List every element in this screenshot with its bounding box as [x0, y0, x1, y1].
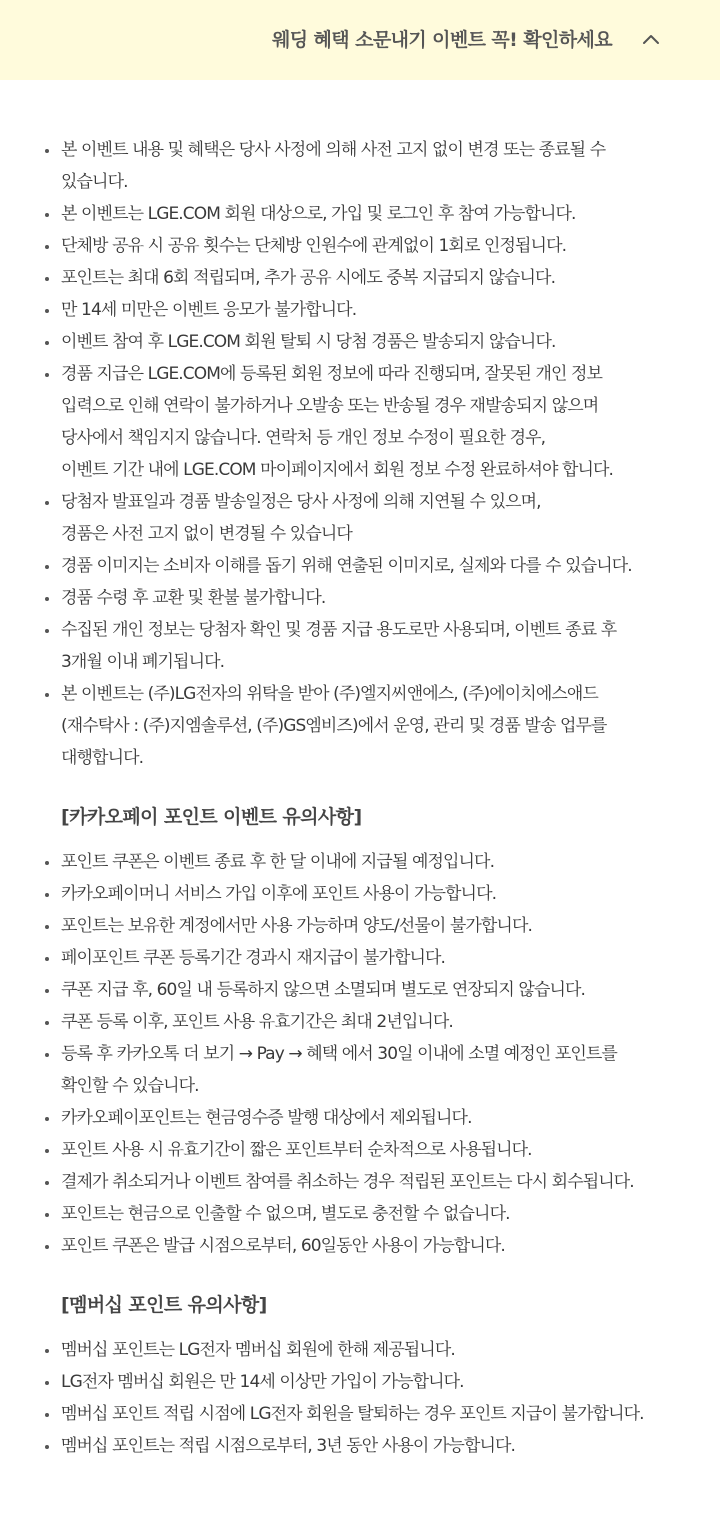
- list-item: 본 이벤트는 LGE.COM 회원 대상으로, 가입 및 로그인 후 참여 가능합니다.: [0, 198, 720, 230]
- list-item: 본 이벤트는 (주)LG전자의 위탁을 받아 (주)엘지씨앤에스, (주)에이치에스애드 (재수탁사 : (주)지엠솔루션, (주)GS엠비즈)에서 운영, 관리 및 경품 발송 업무를 대행합니다.: [0, 678, 720, 774]
- list-item: 포인트 사용 시 유효기간이 짧은 포인트부터 순차적으로 사용됩니다.: [0, 1134, 720, 1166]
- list-item: 경품 지급은 LGE.COM에 등록된 회원 정보에 따라 진행되며, 잘못된 개인 정보 입력으로 인해 연락이 불가하거나 오발송 또는 반송될 경우 재발송되지 않으며 당사에서 책임지지 않습니다. 연락처 등 개인 정보 수정이 필요한 경우, 이벤트 기간 내에 LGE.COM 마이페이지에서 회원 정보 수정 완료하셔야 합니다.: [0, 358, 720, 486]
- list-item: 경품 이미지는 소비자 이해를 돕기 위해 연출된 이미지로, 실제와 다를 수 있습니다.: [0, 550, 720, 582]
- list-item: 멤버십 포인트는 LG전자 멤버십 회원에 한해 제공됩니다.: [0, 1334, 720, 1366]
- membership-section-title: [멤버십 포인트 유의사항]: [61, 1294, 267, 1316]
- list-item: 단체방 공유 시 공유 횟수는 단체방 인원수에 관계없이 1회로 인정됩니다.: [0, 230, 720, 262]
- chevron-up-icon[interactable]: [640, 28, 662, 50]
- list-item: 카카오페이포인트는 현금영수증 발행 대상에서 제외됩니다.: [0, 1102, 720, 1134]
- list-item: 이벤트 참여 후 LGE.COM 회원 탈퇴 시 당첨 경품은 발송되지 않습니다.: [0, 326, 720, 358]
- list-item: 카카오페이머니 서비스 가입 이후에 포인트 사용이 가능합니다.: [0, 878, 720, 910]
- list-item: 당첨자 발표일과 경품 발송일정은 당사 사정에 의해 지연될 수 있으며, 경품은 사전 고지 없이 변경될 수 있습니다: [0, 486, 720, 550]
- list-item: 포인트는 보유한 계정에서만 사용 가능하며 양도/선물이 불가합니다.: [0, 910, 720, 942]
- membership-notice-list: [0, 1334, 720, 1462]
- list-item: LG전자 멤버십 회원은 만 14세 이상만 가입이 가능합니다.: [0, 1366, 720, 1398]
- list-item: 결제가 취소되거나 이벤트 참여를 취소하는 경우 적립된 포인트는 다시 회수됩니다.: [0, 1166, 720, 1198]
- list-item: 수집된 개인 정보는 당첨자 확인 및 경품 지급 용도로만 사용되며, 이벤트 종료 후 3개월 이내 폐기됩니다.: [0, 614, 720, 678]
- list-item: 포인트는 현금으로 인출할 수 없으며, 별도로 충전할 수 없습니다.: [0, 1198, 720, 1230]
- list-item: 쿠폰 등록 이후, 포인트 사용 유효기간은 최대 2년입니다.: [0, 1006, 720, 1038]
- list-item: 포인트 쿠폰은 발급 시점으로부터, 60일동안 사용이 가능합니다.: [0, 1230, 720, 1262]
- kakao-section-title: [카카오페이 포인트 이벤트 유의사항]: [61, 806, 362, 828]
- list-item: 만 14세 미만은 이벤트 응모가 불가합니다.: [0, 294, 720, 326]
- list-item: 포인트는 최대 6회 적립되며, 추가 공유 시에도 중복 지급되지 않습니다.: [0, 262, 720, 294]
- kakao-notice-list: [0, 846, 720, 1262]
- notice-header[interactable]: [0, 0, 720, 80]
- list-item: 멤버십 포인트는 적립 시점으로부터, 3년 동안 사용이 가능합니다.: [0, 1430, 720, 1462]
- list-item: 경품 수령 후 교환 및 환불 불가합니다.: [0, 582, 720, 614]
- list-item: 멤버십 포인트 적립 시점에 LG전자 회원을 탈퇴하는 경우 포인트 지급이 불가합니다.: [0, 1398, 720, 1430]
- general-notice-list: [0, 134, 720, 774]
- notice-content: [0, 134, 720, 1462]
- list-item: 등록 후 카카오톡 더 보기 → Pay → 혜택 에서 30일 이내에 소멸 예정인 포인트를 확인할 수 있습니다.: [0, 1038, 720, 1102]
- list-item: 포인트 쿠폰은 이벤트 종료 후 한 달 이내에 지급될 예정입니다.: [0, 846, 720, 878]
- list-item: 페이포인트 쿠폰 등록기간 경과시 재지급이 불가합니다.: [0, 942, 720, 974]
- notice-header-title: 웨딩 혜택 소문내기 이벤트 꼭! 확인하세요: [272, 29, 612, 51]
- list-item: 본 이벤트 내용 및 혜택은 당사 사정에 의해 사전 고지 없이 변경 또는 종료될 수 있습니다.: [0, 134, 720, 198]
- list-item: 쿠폰 지급 후, 60일 내 등록하지 않으면 소멸되며 별도로 연장되지 않습니다.: [0, 974, 720, 1006]
